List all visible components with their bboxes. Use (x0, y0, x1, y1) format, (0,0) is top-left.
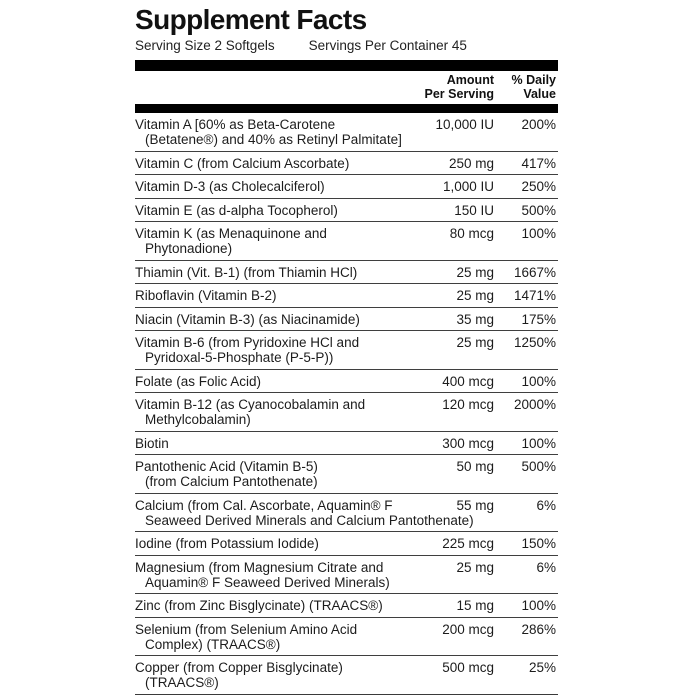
nutrient-amount: 150 IU (454, 202, 494, 218)
nutrient-daily-value: 417% (521, 155, 556, 171)
nutrient-daily-value: 100% (521, 598, 556, 613)
nutrient-name: Niacin (Vitamin B-3) (as Niacinamide) (135, 311, 360, 327)
nutrient-name: Vitamin K (as Menaquinone and (135, 226, 327, 241)
nutrient-amount: 80 mcg (449, 226, 494, 241)
nutrient-name: Vitamin D-3 (as Cholecalciferol) (135, 179, 325, 194)
nutrient-amount: 250 mg (448, 155, 494, 171)
nutrient-row (135, 330, 558, 369)
serving-info (135, 37, 558, 60)
supplement-facts-title: Supplement Facts (135, 4, 367, 35)
nutrient-name: Calcium (from Cal. Ascorbate, Aquamin® F (135, 497, 393, 513)
nutrient-name: Vitamin C (from Calcium Ascorbate) (135, 155, 350, 171)
nutrient-row (135, 307, 558, 331)
nutrient-name: Vitamin E (as d-alpha Tocopherol) (135, 202, 338, 218)
nutrient-daily-value: 500% (521, 459, 556, 474)
nutrient-daily-value: 6% (536, 497, 556, 513)
nutrient-row (135, 617, 558, 656)
amount-header-line2: Per Serving (424, 86, 494, 101)
nutrient-daily-value: 2000% (513, 397, 556, 412)
nutrient-daily-value: 1471% (513, 288, 556, 303)
nutrient-name-line2: Pyridoxal-5-Phosphate (P-5-P)) (145, 350, 334, 365)
nutrient-amount: 25 mg (456, 335, 494, 350)
nutrient-daily-value: 25% (528, 660, 556, 675)
nutrient-row (135, 369, 558, 393)
column-header-spacer (135, 74, 406, 101)
nutrient-daily-value: 100% (521, 435, 556, 451)
nutrient-row (135, 151, 558, 175)
nutrient-name-line2: Complex) (TRAACS®) (145, 636, 281, 652)
dv-header-line1: % Daily (511, 73, 556, 87)
nutrient-name: Zinc (from Zinc Bisglycinate) (TRAACS®) (135, 598, 383, 613)
nutrient-name: Selenium (from Selenium Amino Acid (135, 621, 358, 637)
nutrient-row (135, 593, 558, 617)
daily-value-header (494, 74, 558, 101)
nutrient-name: Biotin (135, 435, 169, 451)
nutrient-daily-value: 150% (521, 536, 556, 551)
nutrient-daily-value: 175% (521, 311, 556, 327)
nutrient-amount: 15 mg (456, 598, 494, 613)
servings-per-container: Servings Per Container 45 (308, 38, 467, 53)
nutrient-row (135, 198, 558, 222)
nutrient-daily-value: 100% (521, 373, 556, 389)
nutrient-amount: 35 mg (456, 311, 494, 327)
nutrient-daily-value: 100% (521, 226, 556, 241)
nutrient-daily-value: 250% (521, 179, 556, 194)
nutrient-amount: 25 mg (456, 559, 494, 575)
nutrient-name: Riboflavin (Vitamin B-2) (135, 288, 277, 303)
nutrient-row (135, 174, 558, 198)
nutrient-row (135, 655, 558, 694)
nutrient-daily-value: 500% (521, 202, 556, 218)
nutrient-amount: 25 mg (456, 264, 494, 280)
nutrient-name: Folate (as Folic Acid) (135, 373, 262, 389)
nutrient-amount: 225 mcg (442, 536, 494, 551)
nutrient-name: Vitamin B-12 (as Cyanocobalamin and (135, 397, 366, 412)
nutrient-row (135, 221, 558, 260)
amount-per-serving-header (406, 74, 494, 101)
nutrient-name: Thiamin (Vit. B-1) (from Thiamin HCl) (135, 264, 358, 280)
nutrient-name-line2: Aquamin® F Seaweed Derived Minerals) (145, 574, 390, 590)
nutrient-row (135, 260, 558, 284)
nutrient-name-line2: Seaweed Derived Minerals and Calcium Pantothenate) (145, 512, 474, 528)
divider-bar-top (135, 60, 558, 71)
nutrient-name: Vitamin B-6 (from Pyridoxine HCl and (135, 335, 360, 350)
nutrient-row (135, 392, 558, 431)
column-headers (135, 71, 558, 104)
nutrient-name: Magnesium (from Magnesium Citrate and (135, 559, 384, 575)
nutrient-name-line2: (Betatene®) and 40% as Retinyl Palmitate] (145, 132, 402, 147)
nutrient-amount: 25 mg (456, 288, 494, 303)
nutrient-row (135, 454, 558, 493)
nutrient-amount: 200 mcg (442, 621, 494, 637)
nutrient-name-line2: Methylcobalamin) (145, 412, 251, 427)
nutrient-name: Copper (from Copper Bisglycinate) (135, 660, 343, 675)
nutrient-amount: 55 mg (456, 497, 494, 513)
nutrient-name-line2: (from Calcium Pantothenate) (145, 474, 318, 489)
dv-header-line2: Value (523, 86, 556, 101)
serving-size: Serving Size 2 Softgels (135, 38, 275, 53)
nutrient-amount: 300 mcg (442, 435, 494, 451)
nutrient-daily-value: 1250% (513, 335, 556, 350)
nutrient-name: Iodine (from Potassium Iodide) (135, 536, 319, 551)
nutrient-daily-value: 200% (521, 117, 556, 132)
nutrient-amount: 400 mcg (442, 373, 494, 389)
nutrient-amount: 50 mg (456, 459, 494, 474)
nutrient-row (135, 113, 558, 151)
amount-header-line1: Amount (446, 73, 494, 87)
nutrient-daily-value: 1667% (513, 264, 556, 280)
nutrient-row (135, 283, 558, 307)
nutrient-amount: 1,000 IU (442, 179, 494, 194)
nutrient-row (135, 555, 558, 594)
nutrient-row (135, 431, 558, 455)
nutrient-name-line2: Phytonadione) (145, 241, 233, 256)
nutrient-daily-value: 6% (536, 559, 556, 575)
nutrient-name: Pantothenic Acid (Vitamin B-5) (135, 459, 318, 474)
nutrient-daily-value: 286% (521, 621, 556, 637)
supplement-facts-label (135, 0, 558, 695)
nutrient-name: Vitamin A [60% as Beta-Carotene (135, 117, 336, 132)
nutrient-amount: 10,000 IU (435, 117, 494, 132)
nutrient-amount: 120 mcg (442, 397, 494, 412)
nutrient-row (135, 531, 558, 555)
divider-bar-header (135, 104, 558, 113)
nutrient-name-line2: (TRAACS®) (145, 675, 219, 690)
nutrient-row (135, 493, 558, 532)
nutrient-rows (135, 113, 558, 695)
nutrient-amount: 500 mcg (442, 660, 494, 675)
